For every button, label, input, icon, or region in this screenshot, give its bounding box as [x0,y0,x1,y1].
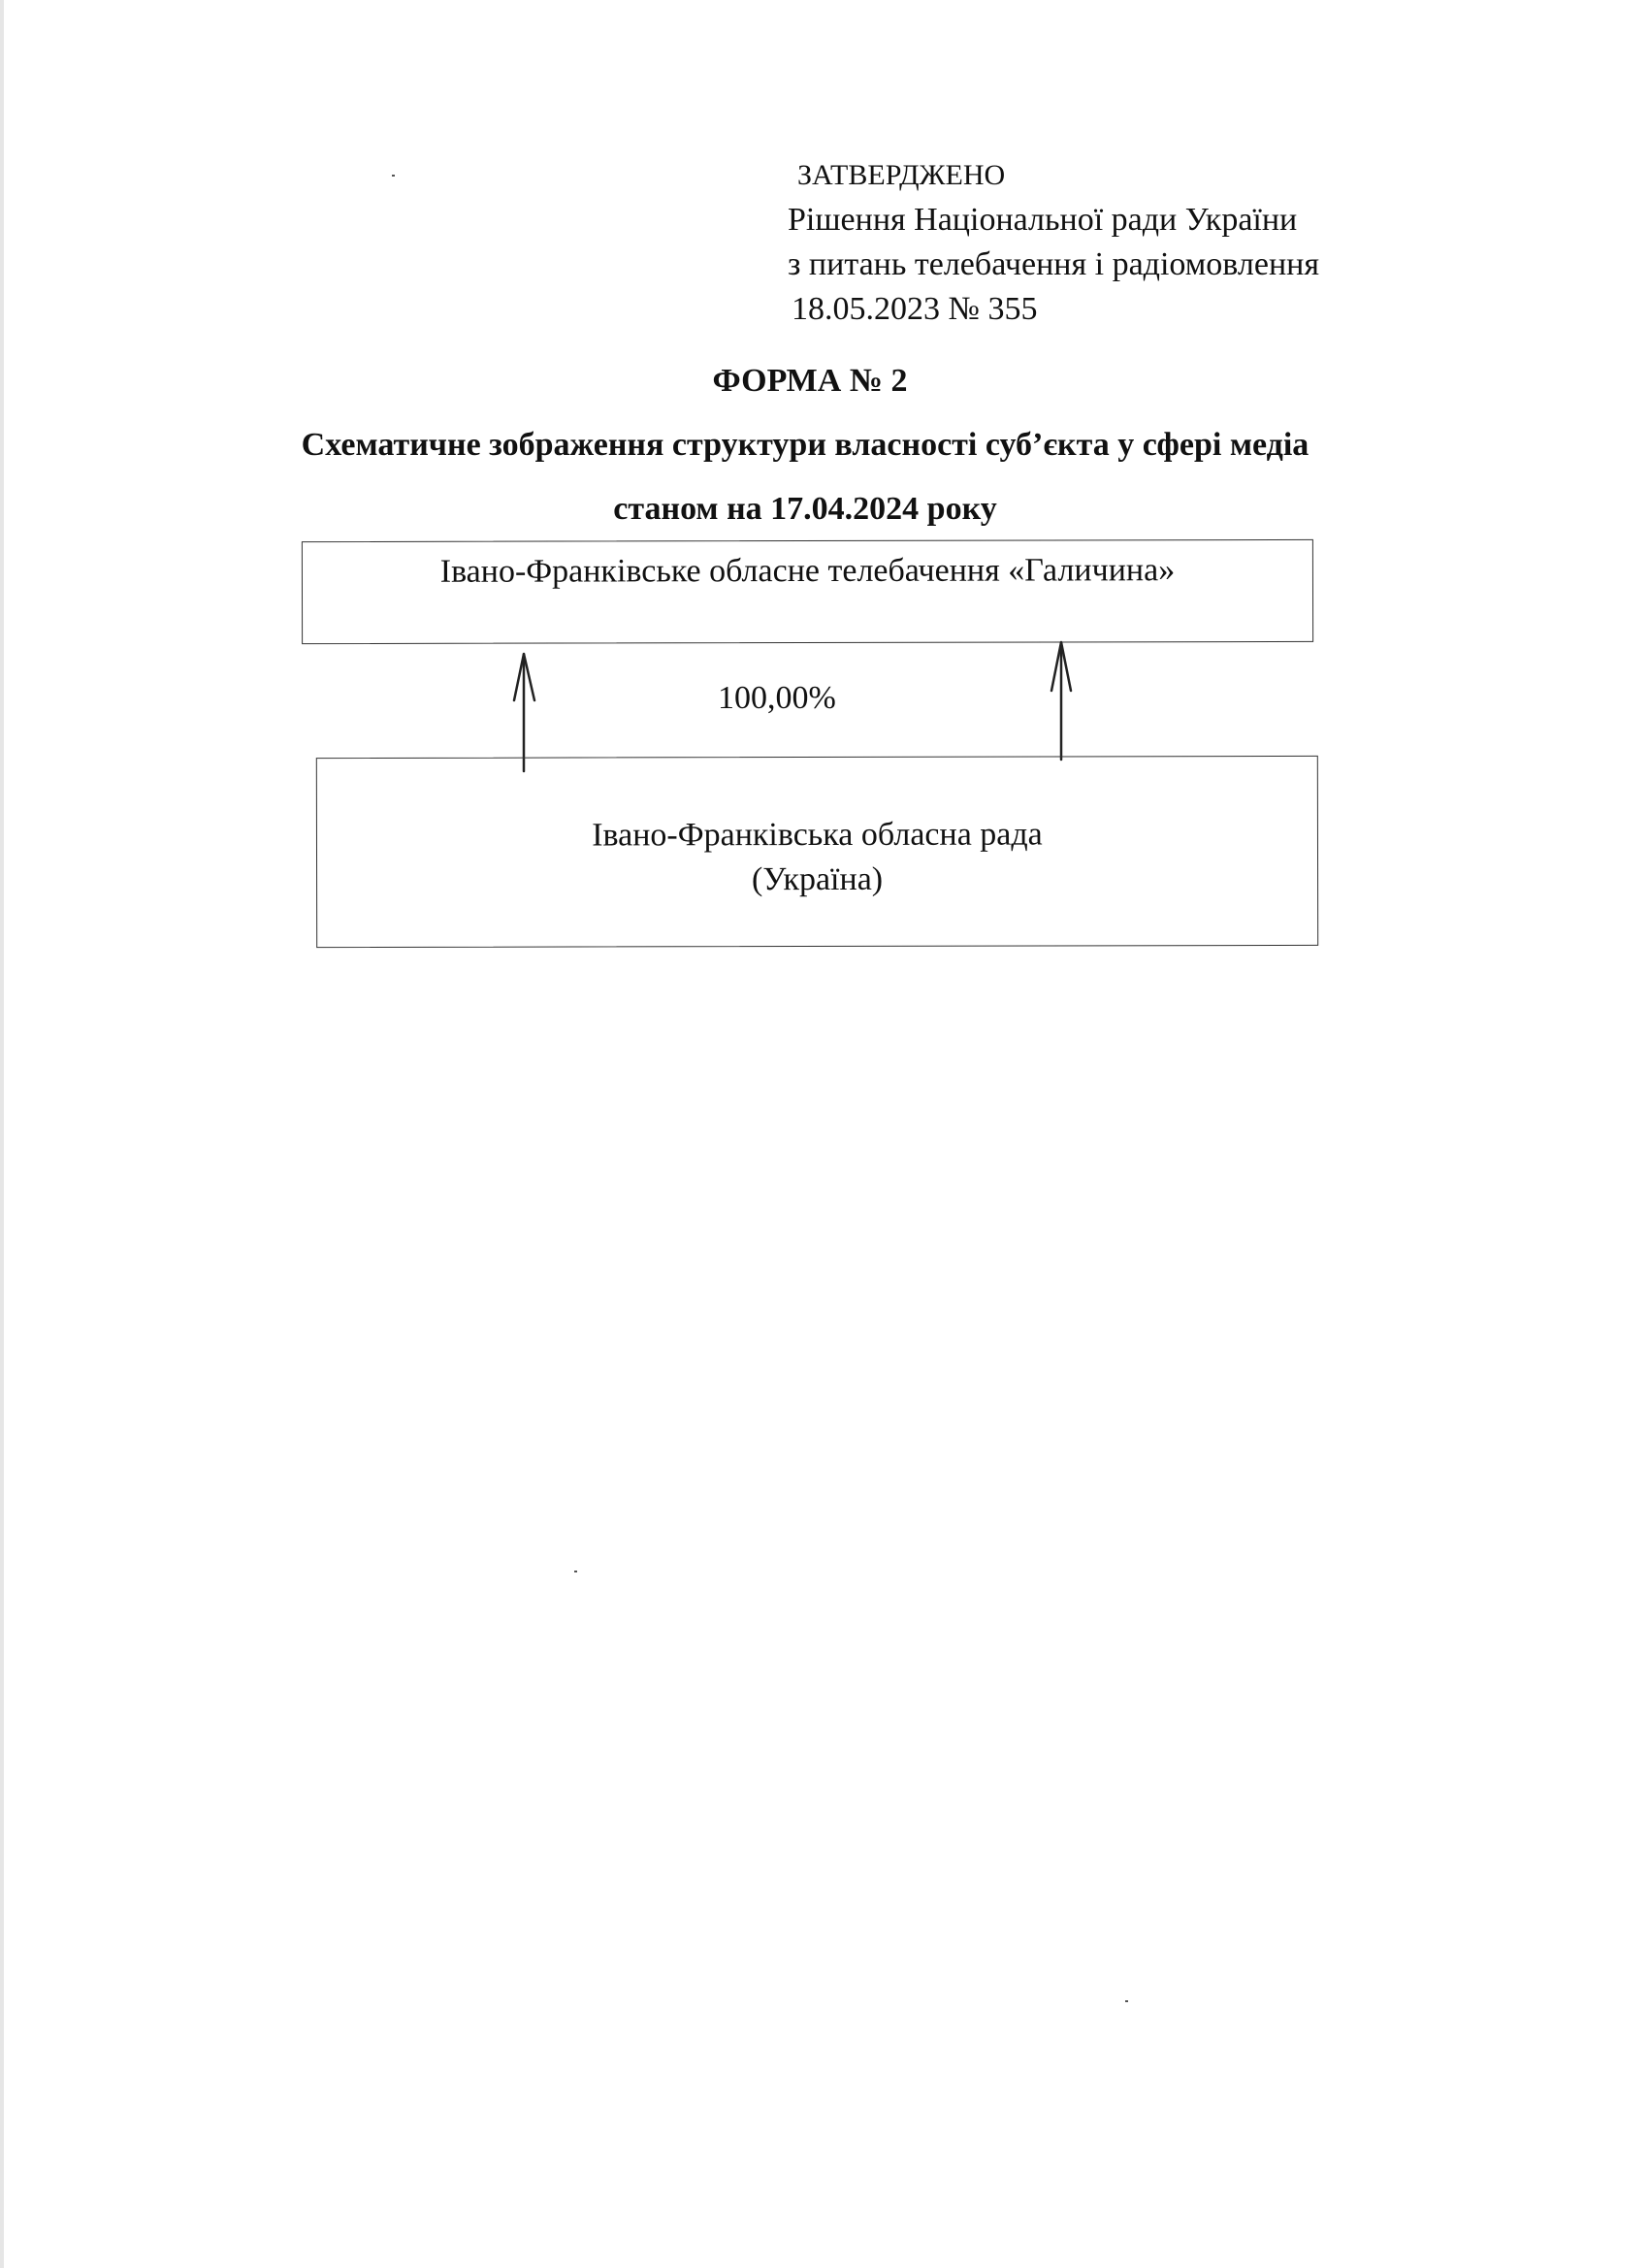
owner-country: (Україна) [751,860,884,898]
subject-name: Івано-Франківське обласне телебачення «Галичина» [439,552,1176,590]
owner-name: Івано-Франківська обласна рада [592,816,1043,854]
approval-stamp: ЗАТВЕРДЖЕНО [797,159,1006,191]
form-number: ФОРМА № 2 [712,363,908,399]
approval-decision: Рішення Національної ради України [788,202,1298,238]
approval-authority: з питань телебачення і радіомовлення [788,246,1319,282]
ownership-arrow-right [1051,642,1071,760]
approval-date-number: 18.05.2023 № 355 [792,291,1038,327]
owner-box [316,756,1318,948]
ownership-arrow-left [514,654,534,771]
form-title-date-line: станом на 17.04.2024 року [613,491,997,527]
form-title-line: Схематичне зображення структури власності суб’єкта у сфері медіа [301,427,1310,463]
ownership-share: 100,00% [718,680,836,716]
